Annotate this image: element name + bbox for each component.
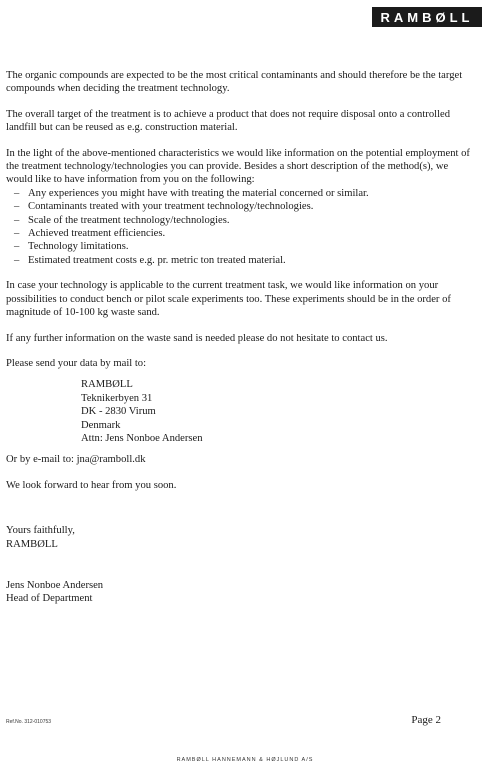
list-item: – Contaminants treated with your treatment technology/technologies. — [6, 200, 476, 213]
company-logo: RAMBØLL — [372, 7, 482, 27]
address-line: Teknikerbyen 31 — [81, 392, 153, 404]
email-line: Or by e-mail to: jna@ramboll.dk — [6, 454, 146, 466]
list-item: – Technology limitations. — [6, 240, 476, 253]
signer-title: Head of Department — [6, 593, 93, 605]
send-mail-line: Please send your data by mail to: — [6, 357, 147, 369]
closing-block — [6, 524, 476, 551]
list-item: – Scale of the treatment technology/technologies. — [6, 214, 476, 227]
address-line: Attn: Jens Nonboe Andersen — [81, 432, 203, 444]
list-item: – Estimated treatment costs e.g. pr. metric ton treated material. — [6, 254, 476, 267]
paragraph-experiments: In case your technology is applicable to the current treatment task, we would like information on your possibilities to conduct bench or pilot scale experiments too. These experiments should be in the order of magnitude of 10-100 kg waste sand. — [6, 280, 451, 319]
paragraph-target: The overall target of the treatment is to achieve a product that does not require disposal onto a controlled landfill but can be reused as e.g. construction material. — [6, 108, 451, 134]
requested-information-list — [6, 187, 476, 267]
letter-body — [6, 69, 476, 606]
mailing-address — [81, 378, 476, 445]
reference-number: Ref.No. 312-010753 — [6, 719, 52, 725]
list-item: – Achieved treatment efficiencies. — [6, 227, 476, 240]
closing-salutation: Yours faithfully, — [6, 525, 75, 537]
paragraph-further-info: If any further information on the waste sand is needed please do not hesitate to contact us. — [6, 332, 388, 344]
paragraph-contaminants: The organic compounds are expected to be the most critical contaminants and should therefore be the target compounds when deciding the treatment technology. — [6, 70, 463, 95]
look-forward-line: We look forward to hear from you soon. — [6, 479, 177, 491]
footer-company: RAMBØLL HANNEMANN & HØJLUND A/S — [176, 757, 314, 763]
address-line: RAMBØLL — [81, 379, 133, 391]
page-number: Page 2 — [411, 714, 441, 726]
signature-block — [6, 579, 476, 606]
closing-company: RAMBØLL — [6, 538, 58, 550]
list-item: – Any experiences you might have with treating the material concerned or similar. — [6, 187, 476, 200]
signer-name: Jens Nonboe Andersen — [6, 579, 104, 591]
address-line: Denmark — [81, 419, 121, 431]
address-line: DK - 2830 Virum — [81, 406, 156, 418]
paragraph-information-request: In the light of the above-mentioned characteristics we would like information on the potential employment of the treatment technology/technologies you can provide. Besides a short description of the method(s), we would like to have information from you on the following: — [6, 147, 470, 186]
